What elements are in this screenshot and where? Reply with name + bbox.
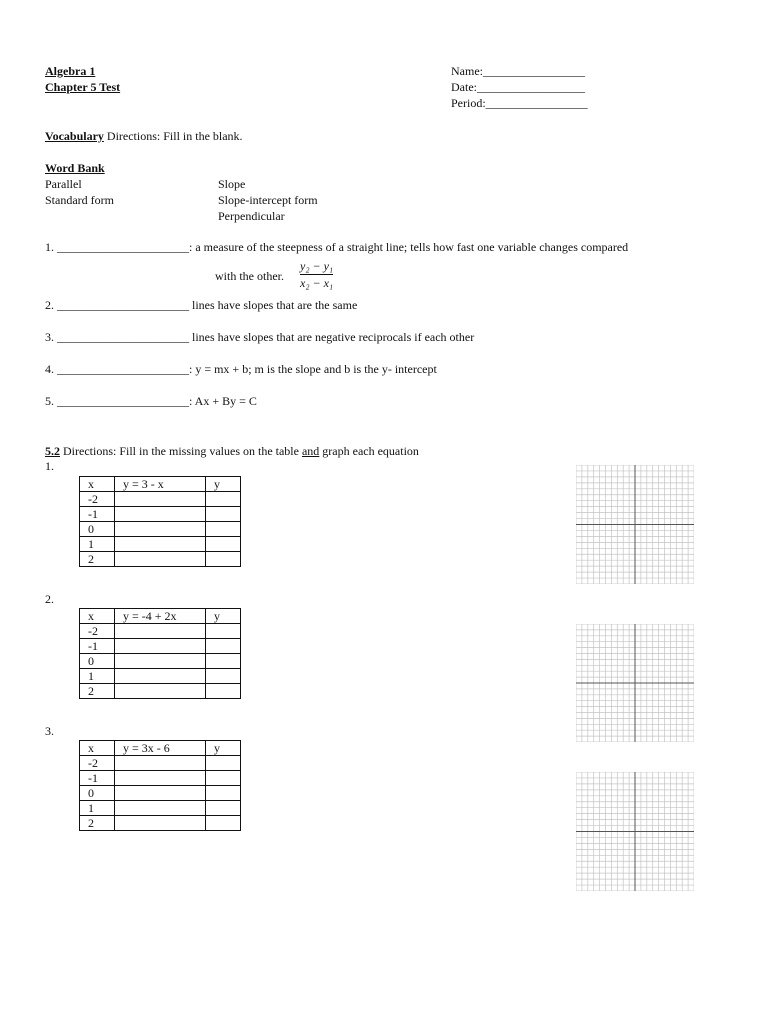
y-cell[interactable]	[206, 786, 241, 801]
table-row	[80, 654, 241, 669]
table-row	[80, 669, 241, 684]
table-row	[80, 771, 241, 786]
directions-text: Directions: Fill in the missing values on the table	[60, 444, 302, 458]
vocabulary-directions	[45, 129, 243, 143]
work-cell[interactable]	[115, 771, 206, 786]
y-cell[interactable]	[206, 654, 241, 669]
x-value: -2	[80, 492, 115, 507]
date-field[interactable]: Date:__________________	[451, 80, 585, 94]
table-header-row	[80, 477, 241, 492]
work-cell[interactable]	[115, 639, 206, 654]
xy-table	[79, 608, 241, 699]
table-header-row	[80, 741, 241, 756]
x-value: 0	[80, 522, 115, 537]
work-cell[interactable]	[115, 654, 206, 669]
coordinate-grid[interactable]	[576, 465, 694, 584]
vocab-question-4[interactable]: 4. ______________________: y = mx + b; m is the slope and b is the y- intercept	[45, 362, 437, 376]
work-cell[interactable]	[115, 492, 206, 507]
y-cell[interactable]	[206, 639, 241, 654]
work-cell[interactable]	[115, 756, 206, 771]
x-value: 2	[80, 816, 115, 831]
x-value: 1	[80, 537, 115, 552]
equation-header: y = 3 - x	[115, 477, 206, 492]
table-row	[80, 801, 241, 816]
table-row	[80, 507, 241, 522]
y-header: y	[206, 741, 241, 756]
work-cell[interactable]	[115, 801, 206, 816]
x-header: x	[80, 741, 115, 756]
work-cell[interactable]	[115, 552, 206, 567]
equation-header: y = -4 + 2x	[115, 609, 206, 624]
fraction-denominator: x₂ − x₁	[300, 276, 334, 290]
word-bank-item: Slope-intercept form	[218, 193, 318, 207]
work-cell[interactable]	[115, 507, 206, 522]
slope-fraction	[300, 259, 333, 290]
table-row	[80, 786, 241, 801]
equation-header: y = 3x - 6	[115, 741, 206, 756]
y-header: y	[206, 609, 241, 624]
section-5-2-directions	[45, 444, 419, 458]
table-row	[80, 537, 241, 552]
fraction-bar	[300, 274, 333, 275]
work-cell[interactable]	[115, 816, 206, 831]
word-bank-item: Standard form	[45, 193, 114, 207]
word-bank-item: Parallel	[45, 177, 82, 191]
table-row	[80, 552, 241, 567]
x-value: -1	[80, 507, 115, 522]
table-row	[80, 756, 241, 771]
y-cell[interactable]	[206, 669, 241, 684]
x-value: 1	[80, 801, 115, 816]
word-bank-item: Slope	[218, 177, 246, 191]
vocab-question-2[interactable]: 2. ______________________ lines have slopes that are the same	[45, 298, 358, 312]
y-cell[interactable]	[206, 756, 241, 771]
x-header: x	[80, 609, 115, 624]
y-cell[interactable]	[206, 801, 241, 816]
word-bank-title: Word Bank	[45, 161, 105, 175]
y-cell[interactable]	[206, 507, 241, 522]
y-cell[interactable]	[206, 624, 241, 639]
work-cell[interactable]	[115, 786, 206, 801]
test-title: Chapter 5 Test	[45, 80, 121, 94]
work-cell[interactable]	[115, 684, 206, 699]
y-cell[interactable]	[206, 771, 241, 786]
work-cell[interactable]	[115, 669, 206, 684]
xy-table	[79, 740, 241, 831]
table-row	[80, 684, 241, 699]
x-value: -1	[80, 639, 115, 654]
period-field[interactable]: Period:_________________	[451, 96, 588, 110]
problem-number: 2.	[45, 592, 54, 606]
problem-number: 1.	[45, 459, 54, 473]
y-cell[interactable]	[206, 492, 241, 507]
work-cell[interactable]	[115, 522, 206, 537]
section-label: 5.2	[45, 444, 60, 458]
x-value: 1	[80, 669, 115, 684]
vocabulary-directions-text: Directions: Fill in the blank.	[103, 129, 243, 143]
vocab-question-1-continuation: with the other.	[215, 269, 284, 283]
x-value: -2	[80, 756, 115, 771]
work-cell[interactable]	[115, 537, 206, 552]
xy-table	[79, 476, 241, 567]
table-row	[80, 492, 241, 507]
directions-text-end: graph each equation	[319, 444, 419, 458]
vocab-question-5[interactable]: 5. ______________________: Ax + By = C	[45, 394, 257, 408]
y-cell[interactable]	[206, 552, 241, 567]
course-title: Algebra 1	[45, 64, 96, 78]
coordinate-grid[interactable]	[576, 624, 694, 742]
work-cell[interactable]	[115, 624, 206, 639]
problem-number: 3.	[45, 724, 54, 738]
table-header-row	[80, 609, 241, 624]
table-row	[80, 816, 241, 831]
word-bank-item: Perpendicular	[218, 209, 285, 223]
vocab-question-1[interactable]: 1. ______________________: a measure of the steepness of a straight line; tells how fast one variable changes compared	[45, 240, 629, 254]
name-field[interactable]: Name:_________________	[451, 64, 585, 78]
coordinate-grid[interactable]	[576, 772, 694, 891]
y-cell[interactable]	[206, 816, 241, 831]
vocabulary-heading: Vocabulary	[45, 129, 104, 143]
x-value: 2	[80, 684, 115, 699]
x-value: 0	[80, 654, 115, 669]
x-value: -2	[80, 624, 115, 639]
table-row	[80, 522, 241, 537]
vocab-question-3[interactable]: 3. ______________________ lines have slopes that are negative reciprocals if each other	[45, 330, 475, 344]
y-cell[interactable]	[206, 522, 241, 537]
y-cell[interactable]	[206, 684, 241, 699]
table-row	[80, 624, 241, 639]
y-cell[interactable]	[206, 537, 241, 552]
x-value: 0	[80, 786, 115, 801]
fraction-numerator: y₂ − y₁	[300, 259, 334, 273]
directions-and: and	[301, 444, 320, 458]
x-value: 2	[80, 552, 115, 567]
table-row	[80, 639, 241, 654]
x-value: -1	[80, 771, 115, 786]
y-header: y	[206, 477, 241, 492]
x-header: x	[80, 477, 115, 492]
